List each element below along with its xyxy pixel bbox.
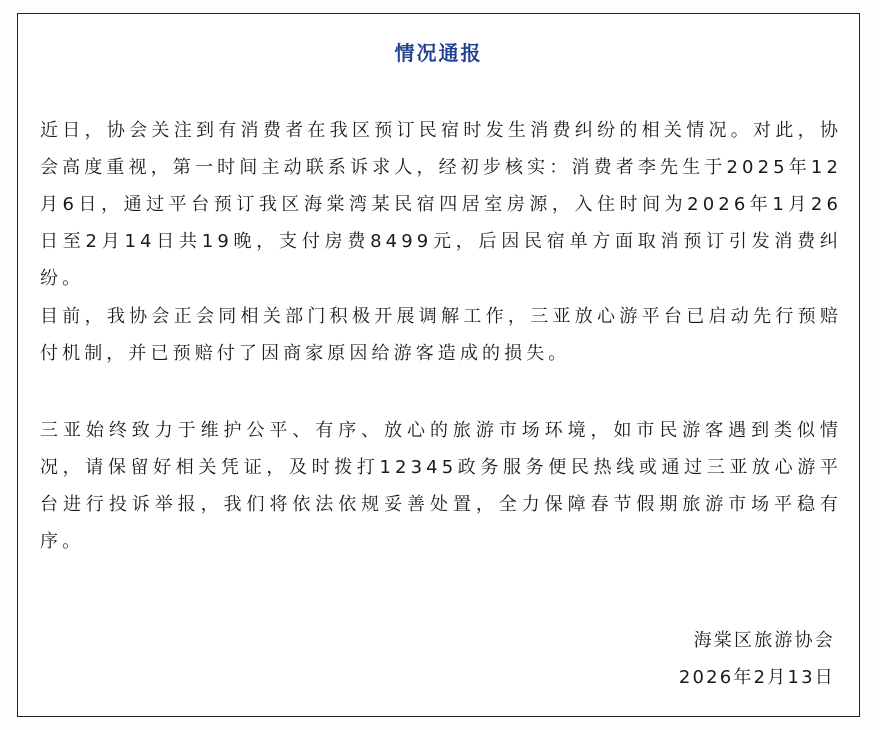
signature-block xyxy=(679,622,835,696)
signature-date: 2026年2月13日 xyxy=(678,667,835,688)
document-title: 情况通报 xyxy=(394,41,483,65)
signature-organization: 海棠区旅游协会 xyxy=(693,630,835,651)
paragraph-incident: 近日，协会关注到有消费者在我区预订民宿时发生消费纠纷的相关情况。对此，协会高度重视，第一时间主动联系诉求人，经初步核实：消费者李先生于2025年12月6日，通过平台预订我区海棠湾某民宿四居室房源，入住时间为2026年1月26日至2月14日共19晚，支付房费8499元，后因民宿单方面取消预订引发消费纠纷。 xyxy=(40,120,842,289)
paragraph-appeal: 三亚始终致力于维护公平、有序、放心的旅游市场环境，如市民游客遇到类似情况，请保留好相关凭证，及时拨打12345政务服务便民热线或通过三亚放心游平台进行投诉举报，我们将依法依规妥善处置，全力保障春节假期旅游市场平稳有序。 xyxy=(40,420,842,552)
notice-document xyxy=(17,13,860,717)
paragraph-mediation: 目前，我协会正会同相关部门积极开展调解工作，三亚放心游平台已启动先行预赔付机制，并已预赔付了因商家原因给游客造成的损失。 xyxy=(40,306,842,364)
